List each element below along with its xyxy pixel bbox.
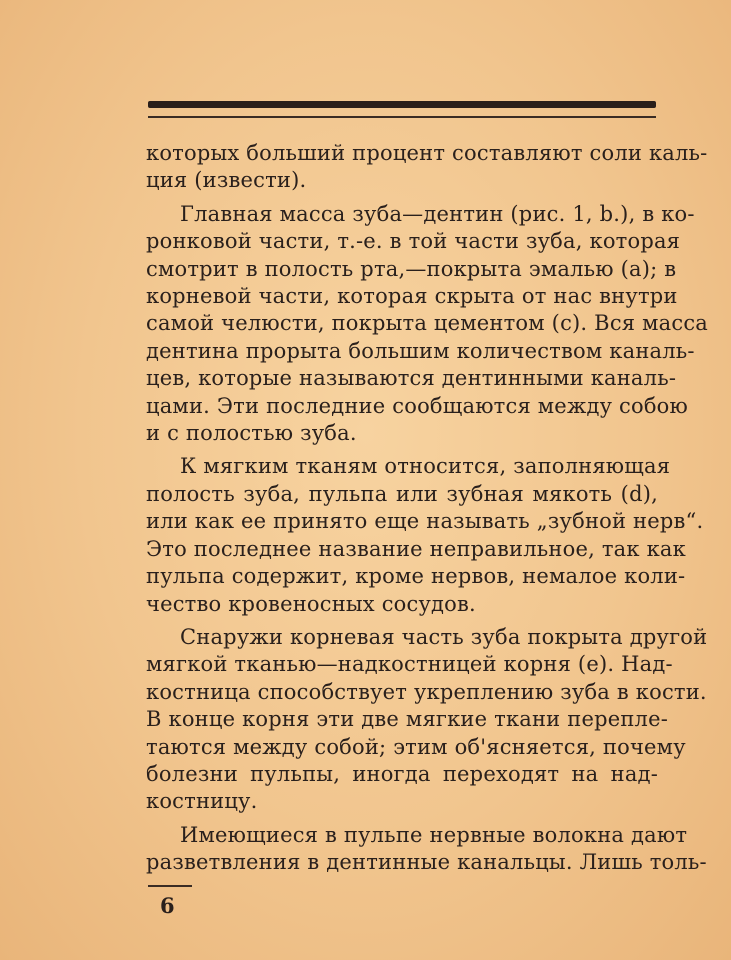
text-line: разветвления в дентинные канальцы. Лишь толь-: [146, 850, 707, 875]
text-line: Имеющиеся в пульпе нервные волокна дают: [180, 822, 688, 847]
text-line: или как ее принято еще называть „зубной нерв“.: [146, 509, 704, 534]
text-line: мягкой тканью—надкостницей корня (е). Над-: [146, 652, 673, 677]
text-line: таются между собой; этим об'ясняется, почему: [146, 734, 686, 759]
text-line: костница способствует укреплению зуба в кости.: [146, 679, 707, 704]
body-text: [146, 140, 708, 883]
text-line: смотрит в полость рта,—покрыта эмалью (а); в: [146, 256, 677, 281]
text-line: цами. Эти последние сообщаются между собою: [146, 393, 688, 418]
text-line: пульпа содержит, кроме нервов, немалое коли-: [146, 564, 686, 589]
text-line: самой челюсти, покрыта цементом (с). Вся масса: [146, 311, 708, 336]
text-line: полость зуба, пульпа или зубная мякоть (d),: [146, 481, 658, 506]
text-line: Главная масса зуба—дентин (рис. 1, b.), в ко-: [180, 201, 695, 226]
text-line: К мягким тканям относится, заполняющая: [180, 454, 671, 479]
text-line: чество кровеносных сосудов.: [146, 591, 476, 616]
text-line: корневой части, которая скрыта от нас внутри: [146, 284, 678, 309]
paragraph: [146, 453, 704, 617]
header-rule-thin: [148, 116, 656, 118]
paragraph: [146, 624, 708, 816]
text-line: В конце корня эти две мягкие ткани перепле-: [146, 707, 669, 732]
header-rule-thick: [148, 101, 656, 108]
text-line: костницу.: [146, 789, 258, 814]
paragraph: [146, 822, 707, 877]
page-number: 6: [160, 893, 175, 918]
text-line: которых больший процент составляют соли каль-: [146, 141, 708, 165]
text-line: ронковой части, т.-е. в той части зуба, которая: [146, 229, 681, 254]
text-line: болезни пульпы, иногда переходят на над-: [146, 761, 658, 786]
text-line: дентина прорыта большим количеством каналь-: [146, 338, 695, 363]
page-number-rule: [148, 885, 192, 887]
text-line: Это последнее название неправильное, так как: [146, 536, 686, 561]
paragraph: [146, 201, 708, 448]
text-line: Снаружи корневая часть зуба покрыта другой: [180, 624, 708, 649]
text-line: и с полостью зуба.: [146, 421, 357, 446]
paragraph: [146, 140, 708, 195]
text-line: ция (извести).: [146, 168, 307, 193]
text-line: цев, которые называются дентинными каналь-: [146, 366, 677, 391]
